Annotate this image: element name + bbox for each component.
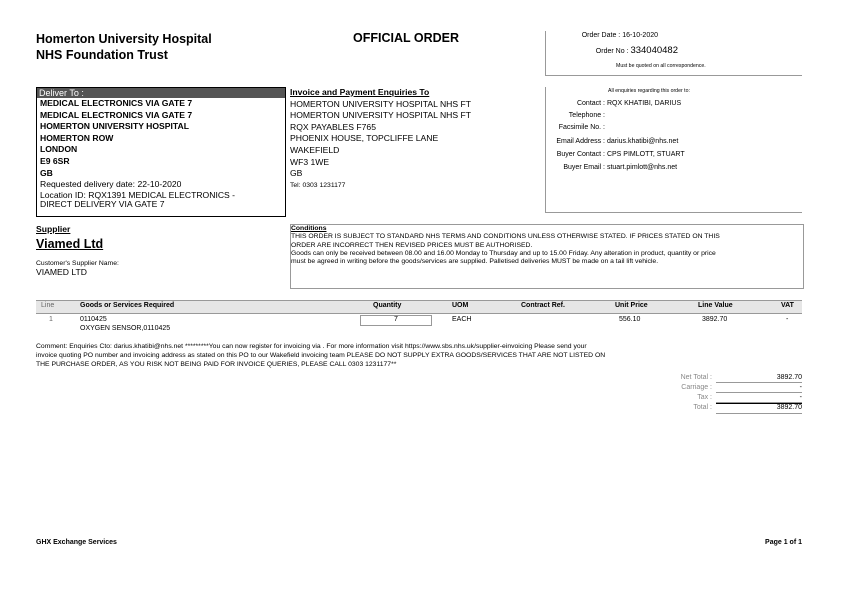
comment-line: invoice quoting PO number and invoicing address as stated on this PO to our Wakefield invoicing team PLEASE DO NOT SUPPLY EXTRA GOODS/SERVICES THAT ARE NOT LISTED ON	[36, 351, 606, 359]
deliver-line: HOMERTON ROW	[40, 132, 114, 143]
customer-supplier-label: Customer's Supplier Name:	[36, 260, 119, 267]
deliver-line: GB	[40, 167, 53, 178]
row-code: 0110425	[80, 316, 107, 323]
email-label: Email Address :	[556, 138, 605, 145]
trust-name-line1: Homerton University Hospital	[36, 32, 212, 46]
net-total: 3892.70	[776, 374, 802, 381]
total: 3892.70	[776, 404, 802, 411]
order-no: 334040482	[630, 45, 678, 56]
supplier-title: Supplier	[36, 224, 71, 234]
header-contract-ref: Contract Ref.	[521, 302, 565, 309]
header-line: Line	[41, 302, 55, 309]
order-date: 16-10-2020	[622, 32, 658, 39]
buyer-email[interactable]: stuart.pimlott@nhs.net	[606, 164, 678, 171]
comment-line: THE PURCHASE ORDER, AS YOU RISK NOT BEING PAID FOR INVOICE QUERIES, PLEASE CALL 0303 1231177**	[36, 360, 397, 368]
invoice-line: HOMERTON UNIVERSITY HOSPITAL NHS FT	[290, 110, 471, 121]
row-unit-price: 556.10	[619, 316, 641, 323]
requested-delivery-date: Requested delivery date: 22-10-2020	[40, 179, 182, 190]
deliver-to-box	[36, 87, 286, 217]
invoice-address	[290, 87, 540, 191]
conditions-title: Conditions	[291, 225, 327, 232]
enquiry-note: All enquiries regarding this order to:	[608, 88, 690, 94]
carriage: -	[799, 384, 802, 391]
header-uom: UOM	[452, 302, 469, 309]
totals-rule	[716, 392, 802, 393]
net-total-label: Net Total :	[680, 374, 712, 381]
conditions-line: must be agreed in writing before the goods/services are supplied. Palletised deliveries MUST be made on a tail lift vehicle.	[291, 258, 659, 266]
invoice-line: RQX PAYABLES F765	[290, 121, 376, 132]
total-label: Total :	[693, 404, 712, 411]
totals-rule	[716, 382, 802, 383]
header-line-value: Line Value	[698, 302, 733, 309]
location-id: Location ID: RQX1391 MEDICAL ELECTRONICS -	[40, 189, 236, 200]
trust-name-line2: NHS Foundation Trust	[36, 48, 168, 62]
row-vat: -	[786, 316, 789, 323]
row-quantity: 7	[360, 315, 432, 326]
footer-left: GHX Exchange Services	[36, 539, 117, 546]
invoice-line: WAKEFIELD	[290, 144, 340, 155]
location-id-cont: DIRECT DELIVERY VIA GATE 7	[40, 198, 165, 209]
invoice-tel: Tel: 0303 1231177	[290, 181, 346, 189]
supplier-name: Viamed Ltd	[36, 237, 104, 251]
customer-supplier-name: VIAMED LTD	[36, 267, 87, 277]
deliver-line: MEDICAL ELECTRONICS VIA GATE 7	[40, 98, 193, 108]
row-line: 1	[49, 316, 53, 323]
carriage-label: Carriage :	[681, 384, 712, 391]
deliver-line: E9 6SR	[40, 155, 70, 166]
telephone-label: Telephone :	[568, 112, 605, 119]
invoice-line: WF3 1WE	[290, 156, 330, 167]
header-unit-price: Unit Price	[615, 302, 648, 309]
order-no-label: Order No :	[595, 48, 629, 55]
table-row	[36, 314, 802, 336]
buyer-email-label: Buyer Email :	[563, 164, 605, 171]
row-line-value: 3892.70	[702, 316, 728, 323]
header-vat: VAT	[781, 302, 794, 309]
deliver-line: LONDON	[40, 144, 78, 155]
document-title: OFFICIAL ORDER	[353, 31, 460, 45]
deliver-line: MEDICAL ELECTRONICS VIA GATE 7	[40, 109, 193, 120]
row-description: OXYGEN SENSOR,0110425	[80, 325, 171, 332]
deliver-to-title: Deliver To :	[37, 88, 285, 98]
comment-line: Comment: Enquiries Cto: darius.khatibi@nhs.net *********You can now register for invoicing via . For more information visit https://www.sbs.nhs.uk/supplier-einvoicing Please send your	[36, 343, 587, 350]
contact-label: Contact :	[576, 100, 605, 107]
order-comment	[36, 343, 756, 369]
invoice-line: HOMERTON UNIVERSITY HOSPITAL NHS FT	[290, 98, 471, 109]
row-uom: EACH	[452, 316, 472, 323]
invoice-line: GB	[290, 168, 303, 179]
table-header	[36, 300, 802, 314]
conditions-box	[290, 224, 804, 289]
contact-box	[545, 87, 802, 213]
totals-box	[600, 374, 802, 420]
buyer-contact-label: Buyer Contact :	[556, 151, 605, 158]
deliver-line: HOMERTON UNIVERSITY HOSPITAL	[40, 121, 189, 132]
buyer-contact: CPS PIMLOTT, STUART	[606, 151, 685, 158]
supplier-section	[36, 224, 284, 277]
tax: -	[799, 394, 802, 401]
header-goods: Goods or Services Required	[80, 302, 175, 309]
contact-name: RQX KHATIBI, DARIUS	[606, 100, 682, 107]
totals-rule	[716, 413, 802, 414]
email[interactable]: darius.khatibi@nhs.net	[606, 138, 679, 145]
totals-rule	[716, 403, 802, 404]
quote-note: Must be quoted on all correspondence.	[616, 63, 706, 69]
tax-label: Tax :	[697, 394, 712, 401]
page-number: Page 1 of 1	[765, 539, 802, 546]
fax-label: Facsimile No. :	[558, 124, 605, 131]
order-info-box	[545, 31, 802, 76]
conditions-line: ORDER ARE INCORRECT THEN REVISED PRICES MUST BE AUTHORISED.	[291, 241, 533, 249]
trust-name	[36, 31, 212, 63]
invoice-line: PHOENIX HOUSE, TOPCLIFFE LANE	[290, 133, 439, 144]
conditions-line: Goods can only be received between 08.00 and 16.00 Monday to Thursday and up to 15.00 Friday. Any alteration in product, quantity or price	[291, 249, 716, 257]
order-date-label: Order Date :	[581, 32, 621, 39]
header-quantity: Quantity	[373, 302, 402, 309]
conditions-line: THIS ORDER IS SUBJECT TO STANDARD NHS TERMS AND CONDITIONS UNLESS OTHERWISE STATED. IF PRICES STATED ON THIS	[291, 233, 720, 241]
invoice-title: Invoice and Payment Enquiries To	[290, 87, 430, 97]
